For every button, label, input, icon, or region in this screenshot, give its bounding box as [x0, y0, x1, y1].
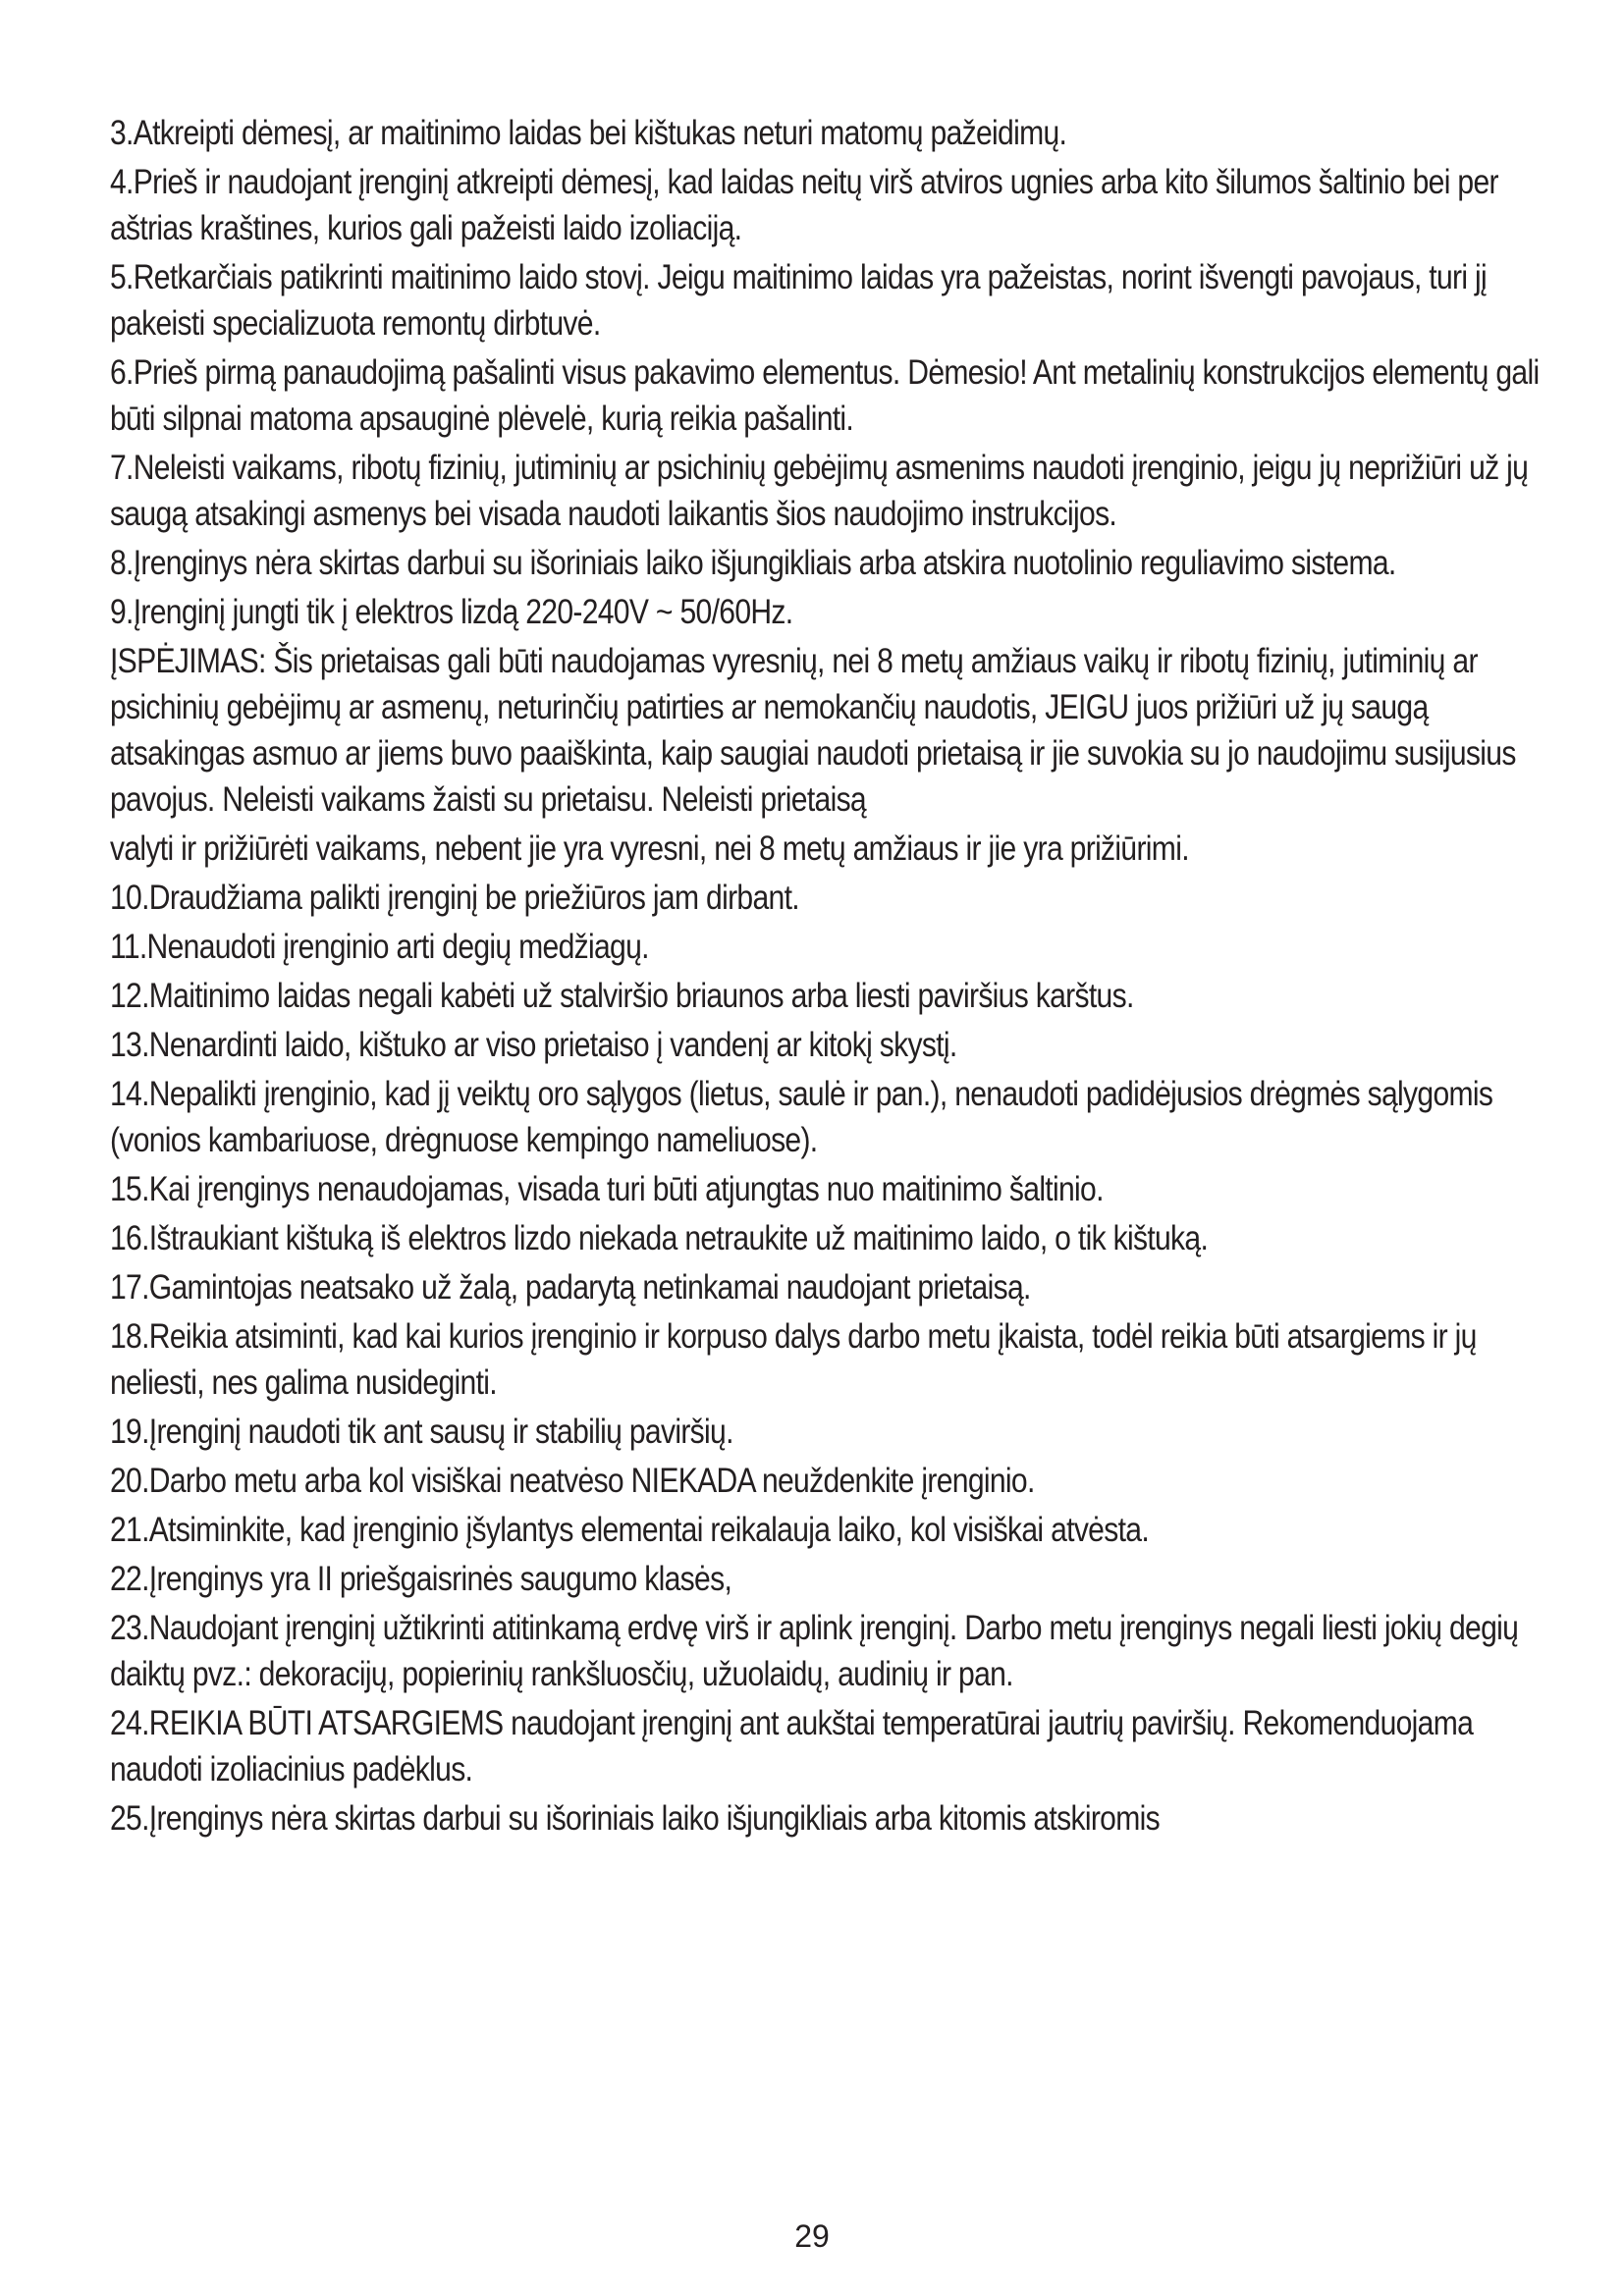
warning-paragraph: ĮSPĖJIMAS: Šis prietaisas gali būti naudojamas vyresnių, nei 8 metų amžiaus vaikų ir ribotų fizinių, jutiminių ar psichinių gebėjimų ar asmenų, neturinčių patirties ar nemokančių naudotis, JEIGU juos prižiūri už jų saugą atsakingas asmuo ar jiems buvo paaiškinta, kaip saugiai naudoti prietaisą ir jie suvokia su jo naudojimu susijusius pavojus. Neleisti vaikams žaisti su prietaisu. Neleisti prietaisą	[110, 642, 1516, 819]
instruction-item-13: 13.Nenardinti laido, kištuko ar viso prietaiso į vandenį ar kitokį skystį.	[110, 1026, 957, 1064]
instruction-item-22: 22.Įrenginys yra II priešgaisrinės saugumo klasės,	[110, 1560, 732, 1598]
instruction-item-18: 18.Reikia atsiminti, kad kai kurios įrenginio ir korpuso dalys darbo metu įkaista, todėl reikia būti atsargiems ir jų neliesti, nes galima nusideginti.	[110, 1317, 1477, 1402]
instruction-item-20: 20.Darbo metu arba kol visiškai neatvėso NIEKADA neuždenkite įrenginio.	[110, 1462, 1035, 1500]
instruction-item-7: 7.Neleisti vaikams, ribotų fizinių, jutiminių ar psichinių gebėjimų asmenims naudoti įrenginio, jeigu jų neprižiūri už jų saugą atsakingi asmenys bei visada naudoti laikantis šios naudojimo instrukcijos.	[110, 449, 1529, 533]
instruction-item-8: 8.Įrenginys nėra skirtas darbui su išoriniais laiko išjungikliais arba atskira nuotolinio reguliavimo sistema.	[110, 544, 1396, 582]
instruction-item-5: 5.Retkarčiais patikrinti maitinimo laido stovį. Jeigu maitinimo laidas yra pažeistas, norint išvengti pavojaus, turi jį pakeisti specializuota remontų dirbtuvė.	[110, 258, 1488, 343]
instructions-body	[110, 110, 1563, 1844]
instruction-item-24: 24.REIKIA BŪTI ATSARGIEMS naudojant įrenginį ant aukštai temperatūrai jautrių paviršių. Rekomenduojama naudoti izoliacinius padėklus.	[110, 1704, 1474, 1789]
instruction-item-12: 12.Maitinimo laidas negali kabėti už stalviršio briaunos arba liesti paviršius karštus.	[110, 977, 1134, 1015]
warning-paragraph-continued: valyti ir prižiūrėti vaikams, nebent jie yra vyresni, nei 8 metų amžiaus ir jie yra prižiūrimi.	[110, 829, 1189, 868]
instruction-item-6: 6.Prieš pirmą panaudojimą pašalinti visus pakavimo elementus. Dėmesio! Ant metalinių konstrukcijos elementų gali būti silpnai matoma apsauginė plėvelė, kurią reikia pašalinti.	[110, 353, 1540, 438]
instruction-item-25: 25.Įrenginys nėra skirtas darbui su išoriniais laiko išjungikliais arba kitomis atskiromis	[110, 1799, 1160, 1838]
instruction-item-19: 19.Įrenginį naudoti tik ant sausų ir stabilių paviršių.	[110, 1413, 733, 1451]
page-number: 29	[794, 2218, 830, 2254]
instruction-item-11: 11.Nenaudoti įrenginio arti degių medžiagų.	[110, 928, 649, 966]
instruction-item-4: 4.Prieš ir naudojant įrenginį atkreipti dėmesį, kad laidas neitų virš atviros ugnies arba kito šilumos šaltinio bei per aštrias kraštines, kurios gali pažeisti laido izoliaciją.	[110, 163, 1498, 247]
instruction-item-3: 3.Atkreipti dėmesį, ar maitinimo laidas bei kištukas neturi matomų pažeidimų.	[110, 114, 1067, 152]
instruction-item-21: 21.Atsiminkite, kad įrenginio įšylantys elementai reikalauja laiko, kol visiškai atvėsta.	[110, 1511, 1150, 1549]
instruction-item-9: 9.Įrenginį jungti tik į elektros lizdą 220-240V ~ 50/60Hz.	[110, 593, 793, 631]
instruction-item-16: 16.Ištraukiant kištuką iš elektros lizdo niekada netraukite už maitinimo laido, o tik kištuką.	[110, 1219, 1209, 1257]
instruction-item-23: 23.Naudojant įrenginį užtikrinti atitinkamą erdvę virš ir aplink įrenginį. Darbo metu įrenginys negali liesti jokių degių daiktų pvz.: dekoracijų, popierinių rankšluosčių, užuolaidų, audinių ir pan.	[110, 1609, 1519, 1693]
instruction-item-14: 14.Nepalikti įrenginio, kad jį veiktų oro sąlygos (lietus, saulė ir pan.), nenaudoti padidėjusios drėgmės sąlygomis (vonios kambariuose, drėgnuose kempingo nameliuose).	[110, 1075, 1493, 1159]
instruction-item-10: 10.Draudžiama palikti įrenginį be priežiūros jam dirbant.	[110, 879, 799, 917]
instruction-item-15: 15.Kai įrenginys nenaudojamas, visada turi būti atjungtas nuo maitinimo šaltinio.	[110, 1170, 1104, 1208]
instruction-item-17: 17.Gamintojas neatsako už žalą, padarytą netinkamai naudojant prietaisą.	[110, 1268, 1031, 1307]
